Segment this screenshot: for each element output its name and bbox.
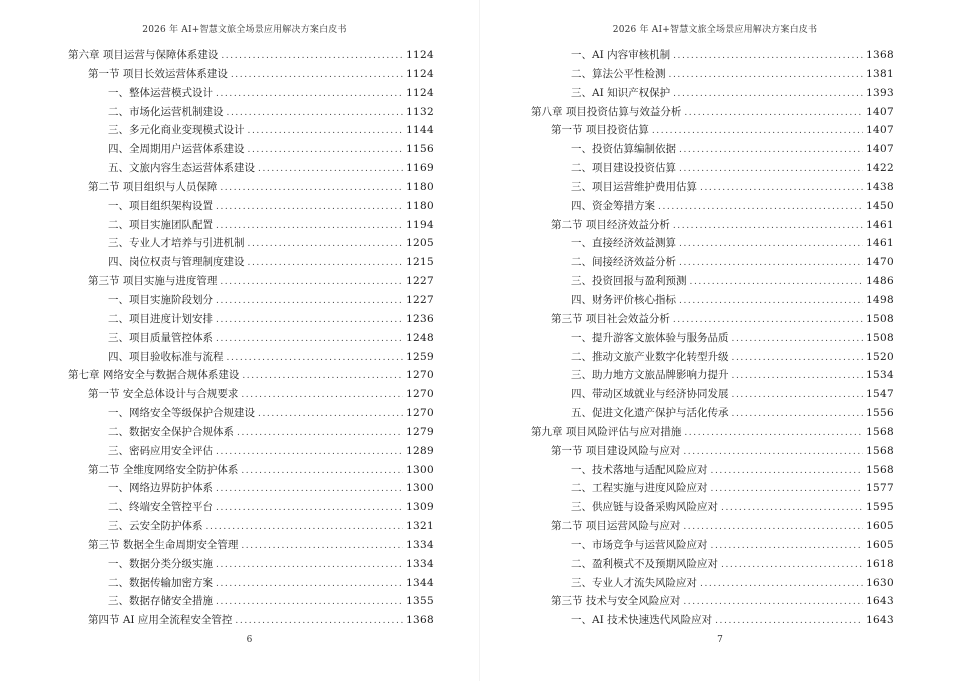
toc-entry-page-number: 1461	[866, 218, 894, 231]
toc-entry-page-number: 1180	[406, 180, 434, 193]
toc-entry-page-number: 1334	[406, 557, 434, 570]
toc-entry[interactable]	[68, 442, 434, 461]
toc-entry-title: 第一节 安全总体设计与合规要求	[88, 388, 239, 401]
toc-dot-leader	[216, 499, 403, 517]
toc-entry-page-number: 1605	[866, 520, 894, 533]
toc-entry[interactable]	[531, 574, 894, 593]
toc-dot-leader	[683, 593, 863, 611]
toc-entry-page-number: 1270	[406, 388, 434, 401]
toc-entry-title: 二、算法公平性检测	[571, 67, 666, 80]
toc-dot-leader	[711, 462, 864, 480]
toc-entry[interactable]	[531, 65, 894, 84]
toc-entry[interactable]	[531, 442, 894, 461]
toc-dot-leader	[242, 367, 403, 385]
toc-entry-title: 三、供应链与设备采购风险应对	[571, 501, 718, 514]
toc-dot-leader	[673, 85, 863, 103]
toc-entry-title: 一、直接经济效益测算	[571, 237, 676, 250]
toc-entry-title: 第二节 项目经济效益分析	[551, 218, 670, 231]
toc-dot-leader	[237, 424, 403, 442]
toc-entry-page-number: 1215	[406, 256, 434, 269]
toc-entry[interactable]	[68, 498, 434, 517]
toc-entry-title: 二、项目建设投资估算	[571, 162, 676, 175]
toc-entry-title: 一、市场竞争与运营风险应对	[571, 538, 708, 551]
toc-entry-title: 四、带动区域就业与经济协同发展	[571, 388, 729, 401]
toc-dot-leader	[216, 311, 403, 329]
toc-entry-title: 一、投资估算编制依据	[571, 143, 676, 156]
toc-entry-page-number: 1407	[866, 124, 894, 137]
toc-entry-page-number: 1422	[866, 162, 894, 175]
toc-entry-title: 一、网络安全等级保护合规建设	[108, 407, 255, 420]
toc-entry-title: 第二节 项目运营风险与应对	[551, 520, 681, 533]
toc-entry-title: 一、网络边界防护体系	[108, 482, 213, 495]
toc-dot-leader	[248, 141, 404, 159]
toc-entry[interactable]	[68, 103, 434, 122]
running-header: 2026 年 AI+智慧文旅全场景应用解决方案白皮书	[612, 25, 818, 35]
toc-dot-leader	[679, 141, 863, 159]
toc-entry[interactable]	[531, 84, 894, 103]
toc-dot-leader	[235, 612, 403, 630]
toc-entry-title: 三、云安全防护体系	[108, 520, 203, 533]
toc-entry[interactable]	[531, 103, 894, 122]
toc-entry-page-number: 1556	[866, 407, 894, 420]
running-header: 2026 年 AI+智慧文旅全场景应用解决方案白皮书	[142, 25, 347, 35]
toc-entry-page-number: 1568	[866, 463, 894, 476]
toc-entry-page-number: 1508	[866, 312, 894, 325]
toc-entry-page-number: 1438	[866, 180, 894, 193]
page-number: 7	[717, 635, 723, 645]
toc-dot-leader	[700, 179, 863, 197]
toc-entry[interactable]	[68, 517, 434, 536]
toc-entry-title: 第一节 项目建设风险与应对	[551, 444, 681, 457]
toc-entry-page-number: 1577	[866, 482, 894, 495]
toc-entry-title: 一、项目组织架构设置	[108, 199, 213, 212]
toc-dot-leader	[258, 160, 403, 178]
toc-entry-page-number: 1309	[406, 501, 434, 514]
toc-entry-page-number: 1534	[866, 369, 894, 382]
toc-dot-leader	[241, 386, 403, 404]
toc-entry-title: 四、资金筹措方案	[571, 199, 655, 212]
toc-entry[interactable]	[68, 65, 434, 84]
toc-dot-leader	[652, 122, 863, 140]
toc-entry-page-number: 1270	[406, 369, 434, 382]
toc-entry-title: 三、投资回报与盈利预测	[571, 275, 687, 288]
toc-entry-title: 四、财务评价核心指标	[571, 293, 676, 306]
toc-entry-title: 四、全周期用户运营体系建设	[108, 143, 245, 156]
toc-dot-leader	[673, 311, 863, 329]
toc-entry-page-number: 1227	[406, 293, 434, 306]
toc-entry[interactable]	[531, 216, 894, 235]
toc-entry-title: 第一节 项目投资估算	[551, 124, 649, 137]
toc-entry[interactable]	[531, 611, 894, 630]
toc-entry-page-number: 1568	[866, 425, 894, 438]
toc-entry-page-number: 1461	[866, 237, 894, 250]
toc-entry-title: 第九章 项目风险评估与应对措施	[531, 425, 682, 438]
toc-entry-page-number: 1508	[866, 331, 894, 344]
toc-entry-title: 一、AI 技术快速迭代风险应对	[571, 614, 713, 627]
toc-entry-page-number: 1180	[406, 199, 434, 212]
toc-dot-leader	[679, 160, 863, 178]
toc-dot-leader	[700, 575, 863, 593]
toc-dot-leader	[216, 443, 403, 461]
toc-dot-leader	[732, 405, 864, 423]
toc-entry-title: 一、提升游客文旅体验与服务品质	[571, 331, 729, 344]
toc-entry-title: 二、终端安全管控平台	[108, 501, 213, 514]
toc-entry-title: 二、工程实施与进度风险应对	[571, 482, 708, 495]
toc-entry-page-number: 1270	[406, 407, 434, 420]
toc-dot-leader	[679, 235, 863, 253]
toc-entry[interactable]	[68, 253, 434, 272]
toc-entry-page-number: 1643	[866, 614, 894, 627]
toc-entry[interactable]	[531, 461, 894, 480]
page-number: 6	[246, 635, 253, 645]
toc-entry-title: 第七章 网络安全与数据合规体系建设	[68, 369, 240, 382]
toc-entry-title: 二、盈利模式不及预期风险应对	[571, 557, 718, 570]
toc-entry[interactable]	[68, 121, 434, 140]
toc-entry[interactable]	[68, 178, 434, 197]
toc-entry-title: 二、数据安全保护合规体系	[108, 425, 234, 438]
toc-entry[interactable]	[531, 46, 894, 65]
toc-dot-leader	[658, 198, 863, 216]
toc-entry[interactable]	[68, 46, 434, 65]
toc-entry[interactable]	[68, 348, 434, 367]
toc-entry[interactable]	[531, 479, 894, 498]
toc-dot-leader	[679, 254, 863, 272]
toc-dot-leader	[241, 462, 403, 480]
toc-entry[interactable]	[68, 592, 434, 611]
toc-dot-leader	[216, 593, 403, 611]
toc-entry[interactable]	[68, 272, 434, 291]
toc-entry-title: 一、AI 内容审核机制	[571, 49, 671, 61]
toc-dot-leader	[683, 443, 863, 461]
toc-dot-leader	[684, 104, 863, 122]
toc-entry-title: 三、助力地方文旅品牌影响力提升	[571, 369, 729, 382]
toc-dot-leader	[679, 292, 863, 310]
toc-entry-page-number: 1368	[406, 614, 434, 627]
toc-entry-title: 三、专业人才培养与引进机制	[108, 237, 245, 250]
toc-entry[interactable]	[68, 84, 434, 103]
toc-entry[interactable]	[68, 159, 434, 178]
toc-entry-page-number: 1124	[406, 67, 434, 80]
toc-entry[interactable]	[531, 348, 894, 367]
toc-dot-leader	[721, 556, 863, 574]
toc-entry-title: 第四节 AI 应用全流程安全管控	[88, 614, 233, 627]
toc-entry[interactable]	[531, 197, 894, 216]
toc-dot-leader	[216, 575, 403, 593]
toc-entry[interactable]	[68, 197, 434, 216]
toc-entry-title: 第三节 项目实施与进度管理	[88, 275, 218, 288]
toc-entry[interactable]	[531, 517, 894, 536]
toc-dot-leader	[715, 612, 863, 630]
toc-entry[interactable]	[68, 555, 434, 574]
toc-entry-title: 二、数据传输加密方案	[108, 576, 213, 589]
toc-dot-leader	[711, 480, 864, 498]
toc-dot-leader	[216, 85, 403, 103]
toc-entry-title: 五、文旅内容生态运营体系建设	[108, 162, 255, 175]
toc-entry-page-number: 1248	[406, 331, 434, 344]
toc-entry[interactable]	[68, 140, 434, 159]
toc-entry[interactable]	[531, 366, 894, 385]
toc-entry-page-number: 1498	[866, 293, 894, 306]
toc-dot-leader	[673, 47, 863, 65]
toc-entry-page-number: 1381	[866, 67, 894, 80]
toc-entry-title: 一、项目实施阶段划分	[108, 293, 213, 306]
toc-entry-title: 一、技术落地与适配风险应对	[571, 463, 708, 476]
toc-entry[interactable]	[531, 121, 894, 140]
toc-entry-page-number: 1344	[406, 576, 434, 589]
toc-entry[interactable]	[531, 423, 894, 442]
toc-entry-title: 第三节 项目社会效益分析	[551, 312, 670, 325]
toc-dot-leader	[732, 367, 864, 385]
toc-entry-title: 三、数据存储安全措施	[108, 595, 213, 608]
toc-entry[interactable]	[531, 536, 894, 555]
toc-entry-page-number: 1368	[866, 49, 894, 61]
toc-entry[interactable]	[68, 366, 434, 385]
toc-entry[interactable]	[68, 611, 434, 630]
toc-dot-leader	[227, 349, 404, 367]
toc-entry-title: 三、多元化商业变现模式设计	[108, 124, 245, 137]
toc-entry-title: 第一节 项目长效运营体系建设	[88, 67, 228, 80]
toc-entry-page-number: 1486	[866, 275, 894, 288]
toc-entry-title: 四、项目验收标准与流程	[108, 350, 224, 363]
toc-dot-leader	[221, 47, 403, 65]
toc-entry[interactable]	[531, 272, 894, 291]
toc-entry[interactable]	[531, 404, 894, 423]
toc-dot-leader	[216, 480, 403, 498]
toc-dot-leader	[684, 424, 863, 442]
toc-entry-title: 第三节 技术与安全风险应对	[551, 595, 681, 608]
toc-entry-page-number: 1321	[406, 520, 434, 533]
toc-entry[interactable]	[68, 479, 434, 498]
toc-entry-page-number: 1236	[406, 312, 434, 325]
toc-entry-page-number: 1595	[866, 501, 894, 514]
toc-entry-page-number: 1393	[866, 86, 894, 99]
toc-dot-leader	[206, 518, 404, 536]
toc-entry[interactable]	[68, 536, 434, 555]
toc-entry-title: 一、整体运营模式设计	[108, 86, 213, 99]
toc-dot-leader	[241, 537, 403, 555]
toc-entry[interactable]	[68, 329, 434, 348]
toc-entry[interactable]	[531, 555, 894, 574]
toc-entry-page-number: 1547	[866, 388, 894, 401]
toc-dot-leader	[220, 179, 403, 197]
toc-entry-page-number: 1227	[406, 275, 434, 288]
toc-dot-leader	[248, 122, 404, 140]
toc-dot-leader	[690, 273, 864, 291]
toc-entry-page-number: 1194	[406, 218, 434, 231]
toc-entry-page-number: 1132	[406, 105, 434, 118]
toc-dot-leader	[227, 104, 404, 122]
toc-entry[interactable]	[68, 234, 434, 253]
toc-entry-page-number: 1450	[866, 199, 894, 212]
toc-entry-page-number: 1300	[406, 482, 434, 495]
toc-entry-title: 二、项目进度计划安排	[108, 312, 213, 325]
toc-entry[interactable]	[531, 592, 894, 611]
toc-entry-page-number: 1156	[406, 143, 434, 156]
toc-dot-leader	[216, 217, 403, 235]
toc-entry[interactable]	[531, 291, 894, 310]
toc-entry-page-number: 1630	[866, 576, 894, 589]
toc-entry-title: 一、数据分类分级实施	[108, 557, 213, 570]
toc-entry-title: 二、项目实施团队配置	[108, 218, 213, 231]
toc-entry[interactable]	[68, 574, 434, 593]
toc-entry-page-number: 1618	[866, 557, 894, 570]
toc-entry-page-number: 1334	[406, 538, 434, 551]
toc-entry[interactable]	[68, 291, 434, 310]
toc-entry-page-number: 1300	[406, 463, 434, 476]
toc-entry[interactable]	[68, 385, 434, 404]
toc-entry[interactable]	[68, 461, 434, 480]
toc-dot-leader	[669, 66, 864, 84]
toc-entry-page-number: 1259	[406, 350, 434, 363]
toc-entry-title: 三、项目运营维护费用估算	[571, 180, 697, 193]
toc-entry-page-number: 1355	[406, 595, 434, 608]
toc-entry[interactable]	[531, 253, 894, 272]
toc-dot-leader	[248, 254, 404, 272]
right-page	[480, 0, 960, 681]
toc-entry[interactable]	[531, 178, 894, 197]
toc-entry-page-number: 1605	[866, 538, 894, 551]
toc-entry-title: 第八章 项目投资估算与效益分析	[531, 105, 682, 118]
toc-entry[interactable]	[531, 159, 894, 178]
toc-entry-title: 三、专业人才流失风险应对	[571, 576, 697, 589]
toc-entry-page-number: 1144	[406, 124, 434, 137]
toc-dot-leader	[673, 217, 863, 235]
toc-dot-leader	[683, 518, 863, 536]
toc-entry-title: 三、密码应用安全评估	[108, 444, 213, 457]
toc-entry[interactable]	[531, 234, 894, 253]
toc-dot-leader	[721, 499, 863, 517]
toc-entry-page-number: 1568	[866, 444, 894, 457]
toc-entry-title: 第二节 项目组织与人员保障	[88, 180, 218, 193]
toc-entry[interactable]	[68, 216, 434, 235]
toc-entry-title: 二、市场化运营机制建设	[108, 105, 224, 118]
toc-entry-title: 第六章 项目运营与保障体系建设	[68, 49, 219, 61]
toc-entry-title: 二、推动文旅产业数字化转型升级	[571, 350, 729, 363]
toc-entry-page-number: 1124	[406, 86, 434, 99]
toc-entry[interactable]	[68, 310, 434, 329]
toc-entry-page-number: 1520	[866, 350, 894, 363]
toc-dot-leader	[732, 386, 864, 404]
table-of-contents	[68, 46, 434, 630]
toc-entry-title: 三、项目质量管控体系	[108, 331, 213, 344]
toc-dot-leader	[216, 330, 403, 348]
toc-entry-page-number: 1169	[406, 162, 434, 175]
toc-entry-page-number: 1643	[866, 595, 894, 608]
toc-entry[interactable]	[531, 310, 894, 329]
toc-dot-leader	[732, 330, 864, 348]
toc-entry-title: 三、AI 知识产权保护	[571, 86, 671, 99]
toc-dot-leader	[216, 198, 403, 216]
toc-dot-leader	[220, 273, 403, 291]
toc-entry-page-number: 1279	[406, 425, 434, 438]
toc-entry[interactable]	[531, 498, 894, 517]
toc-entry-title: 第二节 全维度网络安全防护体系	[88, 463, 239, 476]
toc-entry[interactable]	[531, 329, 894, 348]
toc-entry-title: 五、促进文化遗产保护与活化传承	[571, 407, 729, 420]
toc-entry-page-number: 1124	[406, 49, 434, 61]
toc-entry[interactable]	[68, 423, 434, 442]
toc-entry[interactable]	[68, 404, 434, 423]
toc-entry[interactable]	[531, 385, 894, 404]
toc-dot-leader	[248, 235, 404, 253]
table-of-contents	[531, 46, 894, 630]
toc-entry-page-number: 1407	[866, 143, 894, 156]
toc-entry-page-number: 1289	[406, 444, 434, 457]
toc-entry-page-number: 1470	[866, 256, 894, 269]
toc-dot-leader	[216, 292, 403, 310]
toc-entry-title: 四、岗位权责与管理制度建设	[108, 256, 245, 269]
toc-dot-leader	[216, 556, 403, 574]
toc-entry[interactable]	[531, 140, 894, 159]
toc-entry-title: 二、间接经济效益分析	[571, 256, 676, 269]
toc-dot-leader	[231, 66, 403, 84]
toc-dot-leader	[258, 405, 403, 423]
toc-entry-page-number: 1407	[866, 105, 894, 118]
toc-entry-page-number: 1205	[406, 237, 434, 250]
toc-dot-leader	[711, 537, 864, 555]
toc-dot-leader	[732, 349, 864, 367]
toc-entry-title: 第三节 数据全生命周期安全管理	[88, 538, 239, 551]
